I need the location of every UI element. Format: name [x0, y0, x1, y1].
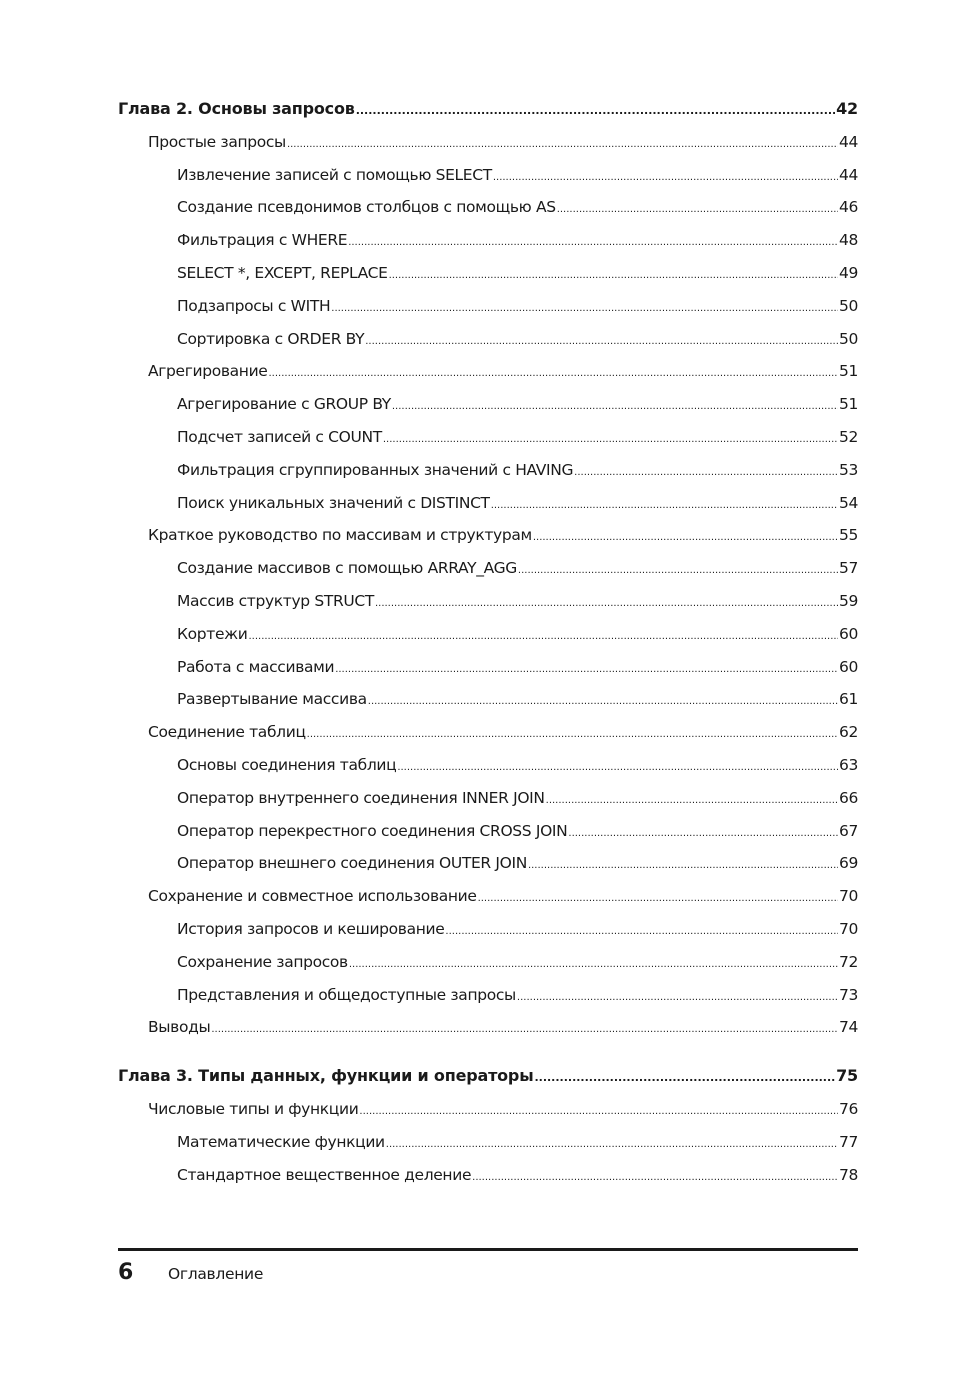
toc-entry-page: 76: [838, 1099, 858, 1118]
toc-subsection[interactable]: [118, 847, 858, 880]
toc-entry-title: Числовые типы и функции: [148, 1099, 359, 1118]
toc-section[interactable]: [118, 880, 858, 913]
toc-entry-title: Поиск уникальных значений с DISTINCT: [177, 493, 490, 512]
toc-leader-dots: [517, 982, 838, 1015]
toc-leader-dots: [348, 227, 838, 260]
toc-subsection[interactable]: [118, 290, 858, 323]
toc-entry-page: 54: [838, 493, 858, 512]
toc-entry-page: 59: [838, 591, 858, 610]
toc-leader-dots: [528, 850, 838, 883]
toc-entry-title: Математические функции: [177, 1132, 385, 1151]
toc-entry-title: Глава 3. Типы данных, функции и операторы: [118, 1066, 534, 1086]
toc-entry-page: 57: [838, 559, 858, 578]
toc-leader-dots: [518, 555, 838, 588]
footer-divider: [118, 1248, 858, 1251]
toc-entry-title: Сохранение запросов: [177, 952, 348, 971]
toc-leader-dots: [269, 358, 838, 391]
toc-entry-page: 72: [838, 952, 858, 971]
toc-leader-dots: [331, 293, 838, 326]
toc-entry-page: 70: [838, 919, 858, 938]
toc-leader-dots: [356, 95, 835, 128]
toc-entry-title: Подсчет записей с COUNT: [177, 427, 382, 446]
toc-section[interactable]: [118, 1093, 858, 1126]
toc-entry-title: Глава 2. Основы запросов: [118, 99, 355, 118]
toc-subsection[interactable]: [118, 946, 858, 979]
toc-subsection[interactable]: [118, 1159, 858, 1192]
toc-subsection[interactable]: [118, 159, 858, 192]
toc-entry-page: 51: [838, 362, 858, 381]
toc-leader-dots: [359, 1096, 838, 1129]
toc-entry-title: История запросов и кеширование: [177, 919, 445, 938]
toc-subsection[interactable]: [118, 191, 858, 224]
toc-subsection[interactable]: [118, 388, 858, 421]
toc-subsection[interactable]: [118, 487, 858, 520]
toc-entry-title: Массив структур STRUCT: [177, 591, 374, 610]
toc-leader-dots: [383, 424, 838, 457]
toc-entry-title: Оператор внешнего соединения OUTER JOIN: [177, 854, 527, 873]
toc-subsection[interactable]: [118, 552, 858, 585]
toc-leader-dots: [533, 522, 838, 555]
toc-subsection[interactable]: [118, 815, 858, 848]
toc-leader-dots: [397, 752, 838, 785]
toc-entry-page: 53: [838, 460, 858, 479]
toc-leader-dots: [445, 916, 838, 949]
toc-subsection[interactable]: [118, 782, 858, 815]
toc-entry-page: 60: [838, 624, 858, 643]
toc-subsection[interactable]: [118, 257, 858, 290]
toc-entry-page: 55: [838, 526, 858, 545]
toc-leader-dots: [365, 326, 838, 359]
toc-entry-title: Оператор внутреннего соединения INNER JOIN: [177, 788, 545, 807]
toc-leader-dots: [307, 719, 838, 752]
toc-entry-title: Извлечение записей с помощью SELECT: [177, 165, 492, 184]
toc-leader-dots: [478, 883, 838, 916]
toc-entry-page: 44: [838, 132, 858, 151]
toc-entry-title: Фильтрация с WHERE: [177, 231, 348, 250]
toc-subsection[interactable]: [118, 421, 858, 454]
toc-leader-dots: [491, 490, 838, 523]
toc-entry-title: Стандартное вещественное деление: [177, 1165, 472, 1184]
toc-entry-title: Развертывание массива: [177, 690, 367, 709]
toc-subsection[interactable]: [118, 1126, 858, 1159]
toc-leader-dots: [368, 686, 838, 719]
toc-section[interactable]: [118, 519, 858, 552]
toc-leader-dots: [375, 588, 838, 621]
toc-entry-page: 52: [838, 427, 858, 446]
toc-subsection[interactable]: [118, 749, 858, 782]
toc-entry-title: Подзапросы с WITH: [177, 296, 331, 315]
toc-subsection[interactable]: [118, 585, 858, 618]
toc-entry-title: Основы соединения таблиц: [177, 755, 397, 774]
toc-entry-page: 48: [838, 231, 858, 250]
toc-subsection[interactable]: [118, 979, 858, 1012]
toc-entry-title: Работа с массивами: [177, 657, 335, 676]
toc-subsection[interactable]: [118, 683, 858, 716]
toc-subsection[interactable]: [118, 224, 858, 257]
toc-entry-page: 70: [838, 887, 858, 906]
toc-entry-page: 61: [838, 690, 858, 709]
toc-entry-page: 73: [838, 985, 858, 1004]
toc-subsection[interactable]: [118, 913, 858, 946]
toc-leader-dots: [574, 457, 838, 490]
toc-entry-title: Создание массивов с помощью ARRAY_AGG: [177, 559, 517, 578]
toc-entry-page: 60: [838, 657, 858, 676]
toc-leader-dots: [211, 1014, 838, 1047]
toc-leader-dots: [248, 621, 837, 654]
table-of-contents: [118, 93, 858, 1191]
toc-entry-title: Соединение таблиц: [148, 723, 306, 742]
toc-section[interactable]: [118, 355, 858, 388]
toc-subsection[interactable]: [118, 454, 858, 487]
toc-entry-page: 69: [838, 854, 858, 873]
toc-entry-title: Простые запросы: [148, 132, 286, 151]
toc-entry-title: Краткое руководство по массивам и структурам: [148, 526, 532, 545]
toc-leader-dots: [557, 194, 838, 227]
toc-section[interactable]: [118, 1011, 858, 1044]
toc-subsection[interactable]: [118, 618, 858, 651]
toc-subsection[interactable]: [118, 323, 858, 356]
toc-leader-dots: [472, 1162, 838, 1195]
toc-chapter-2[interactable]: [118, 93, 858, 126]
toc-leader-dots: [335, 654, 838, 687]
toc-section[interactable]: [118, 126, 858, 159]
toc-subsection[interactable]: [118, 651, 858, 684]
toc-leader-dots: [493, 162, 838, 195]
toc-leader-dots: [386, 1129, 838, 1162]
toc-entry-page: 50: [838, 296, 858, 315]
toc-entry-page: 50: [838, 329, 858, 348]
page-number: 6: [118, 1260, 134, 1285]
toc-entry-title: Выводы: [148, 1018, 211, 1037]
running-footer-label: Оглавление: [168, 1265, 264, 1283]
toc-entry-title: Создание псевдонимов столбцов с помощью AS: [177, 198, 556, 217]
toc-entry-title: Кортежи: [177, 624, 248, 643]
toc-entry-page: 44: [838, 165, 858, 184]
toc-entry-page: 66: [838, 788, 858, 807]
toc-entry-page: 74: [838, 1018, 858, 1037]
toc-entry-page: 42: [836, 99, 858, 118]
toc-entry-title: Представления и общедоступные запросы: [177, 985, 516, 1004]
toc-leader-dots: [287, 129, 838, 162]
toc-leader-dots: [392, 391, 838, 424]
toc-entry-title: Агрегирование: [148, 362, 268, 381]
toc-entry-title: Сортировка с ORDER BY: [177, 329, 365, 348]
toc-entry-title: Сохранение и совместное использование: [148, 887, 477, 906]
toc-entry-page: 75: [836, 1066, 858, 1086]
toc-entry-title: Оператор перекрестного соединения CROSS JOIN: [177, 821, 568, 840]
toc-entry-page: 49: [838, 263, 858, 282]
toc-leader-dots: [546, 785, 838, 818]
toc-leader-dots: [349, 949, 838, 982]
toc-section[interactable]: [118, 716, 858, 749]
toc-leader-dots: [389, 260, 838, 293]
toc-leader-dots: [534, 1062, 835, 1095]
toc-entry-page: 51: [838, 395, 858, 414]
toc-entry-title: Агрегирование с GROUP BY: [177, 395, 391, 414]
toc-entry-title: Фильтрация сгруппированных значений с HAVING: [177, 460, 574, 479]
toc-entry-page: 63: [838, 755, 858, 774]
toc-entry-page: 46: [838, 198, 858, 217]
toc-entry-page: 77: [838, 1132, 858, 1151]
toc-entry-title: SELECT *, EXCEPT, REPLACE: [177, 263, 388, 282]
toc-entry-page: 67: [838, 821, 858, 840]
toc-chapter-3[interactable]: [118, 1060, 858, 1093]
toc-leader-dots: [568, 818, 838, 851]
toc-entry-page: 78: [838, 1165, 858, 1184]
toc-entry-page: 62: [838, 723, 858, 742]
